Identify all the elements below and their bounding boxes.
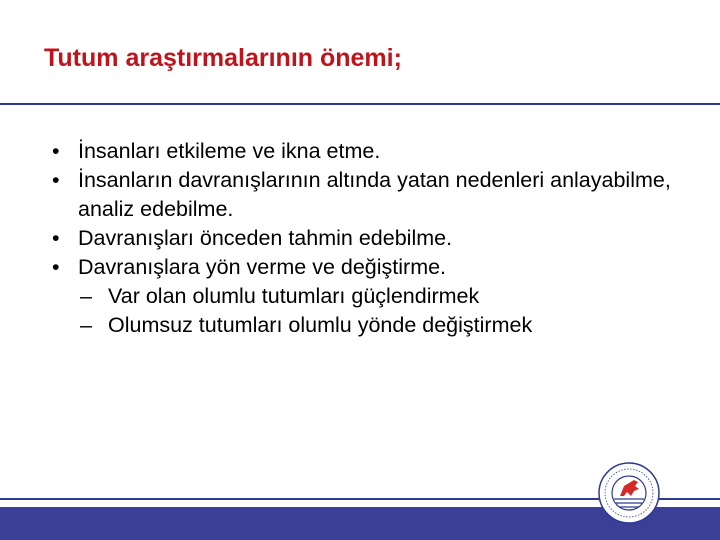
bullet-text: Davranışları önceden tahmin edebilme.: [78, 226, 453, 250]
bullet-item: [52, 137, 712, 166]
title-divider: [0, 103, 720, 105]
sub-bullet-text: Olumsuz tutumları olumlu yönde değiştirmek: [108, 313, 533, 337]
bullet-item: [52, 224, 712, 253]
bullet-marker: •: [52, 226, 60, 250]
bullet-list: [52, 137, 712, 340]
bullet-marker: •: [52, 168, 60, 192]
sub-bullet-marker: –: [80, 313, 92, 337]
sub-bullet-text: Var olan olumlu tutumları güçlendirmek: [108, 284, 480, 308]
bullet-text: Davranışlara yön verme ve değiştirme.: [78, 255, 447, 279]
bullet-text: İnsanları etkileme ve ikna etme.: [78, 139, 381, 163]
sub-bullet-marker: –: [80, 284, 92, 308]
sub-bullet-item: [52, 311, 712, 340]
bullet-item: [52, 253, 712, 282]
sub-bullet-item: [52, 282, 712, 311]
bullet-item: [52, 166, 712, 224]
slide-title: Tutum araştırmalarının önemi;: [44, 44, 402, 72]
bullet-marker: •: [52, 139, 60, 163]
bullet-marker: •: [52, 255, 60, 279]
bullet-text: İnsanların davranışlarının altında yatan nedenleri anlayabilme, analiz edebilme.: [78, 168, 671, 221]
university-emblem-icon: [598, 462, 660, 524]
